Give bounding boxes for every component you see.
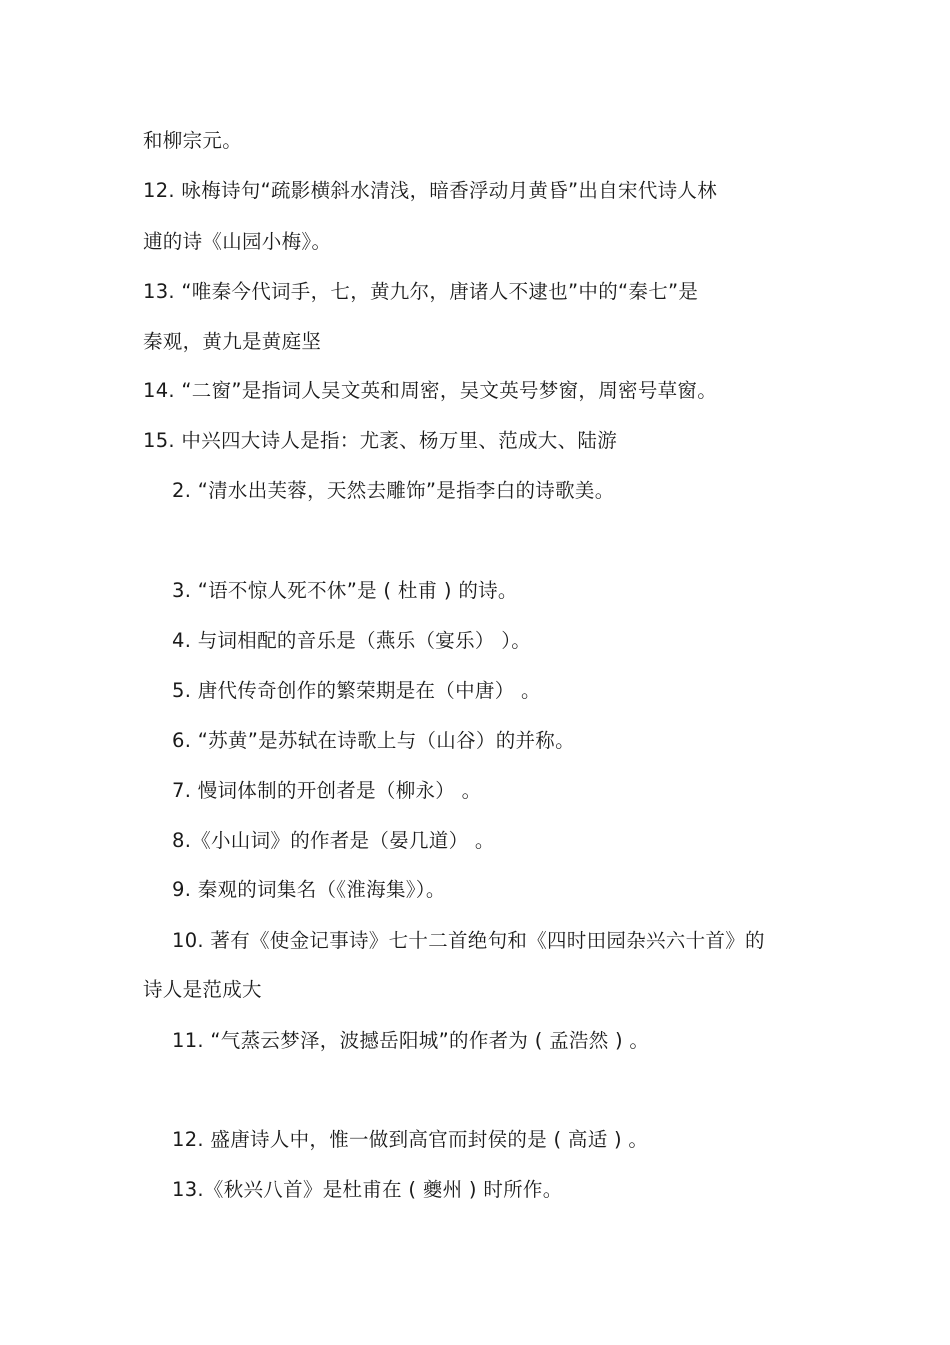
- text-line: 8.《小山词》的作者是（晏几道） 。: [172, 829, 495, 852]
- text-line: 2. “清水出芙蓉，天然去雕饰”是指李白的诗歌美。: [172, 479, 615, 502]
- text-line: 诗人是范成大: [143, 978, 262, 1001]
- text-line: 5. 唐代传奇创作的繁荣期是在（中唐） 。: [172, 679, 541, 702]
- text-line: 秦观，黄九是黄庭坚: [143, 330, 322, 353]
- text-line: 14. “二窗”是指词人吴文英和周密，吴文英号梦窗，周密号草窗。: [143, 379, 718, 402]
- text-line: 12. 咏梅诗句“疏影横斜水清浅，暗香浮动月黄昏”出自宋代诗人林: [143, 179, 718, 202]
- text-line: 和柳宗元。: [143, 129, 243, 152]
- text-line: 13.《秋兴八首》是杜甫在 ( 夔州 ) 时所作。: [172, 1178, 563, 1201]
- text-line: 6. “苏黄”是苏轼在诗歌上与（山谷）的并称。: [172, 729, 575, 752]
- text-line: 11. “气蒸云梦泽，波撼岳阳城”的作者为 ( 孟浩然 ) 。: [172, 1029, 650, 1052]
- text-line: 10. 著有《使金记事诗》七十二首绝句和《四时田园杂兴六十首》的: [172, 929, 765, 952]
- text-line: 9. 秦观的词集名（《淮海集》）。: [172, 878, 446, 901]
- text-line: 12. 盛唐诗人中，惟一做到高官而封侯的是 ( 高适 ) 。: [172, 1128, 649, 1151]
- text-line: 3. “语不惊人死不休”是 ( 杜甫 ) 的诗。: [172, 579, 518, 602]
- text-line: 4. 与词相配的音乐是（燕乐（宴乐） ）。: [172, 629, 532, 652]
- text-line: 13. “唯秦今代词手，七，黄九尔，唐诸人不逮也”中的“秦七”是: [143, 280, 699, 303]
- text-line: 15. 中兴四大诗人是指：尤袤、杨万里、范成大、陆游: [143, 429, 618, 452]
- text-line: 逋的诗《山园小梅》。: [143, 230, 332, 253]
- text-line: 7. 慢词体制的开创者是（柳永） 。: [172, 779, 482, 802]
